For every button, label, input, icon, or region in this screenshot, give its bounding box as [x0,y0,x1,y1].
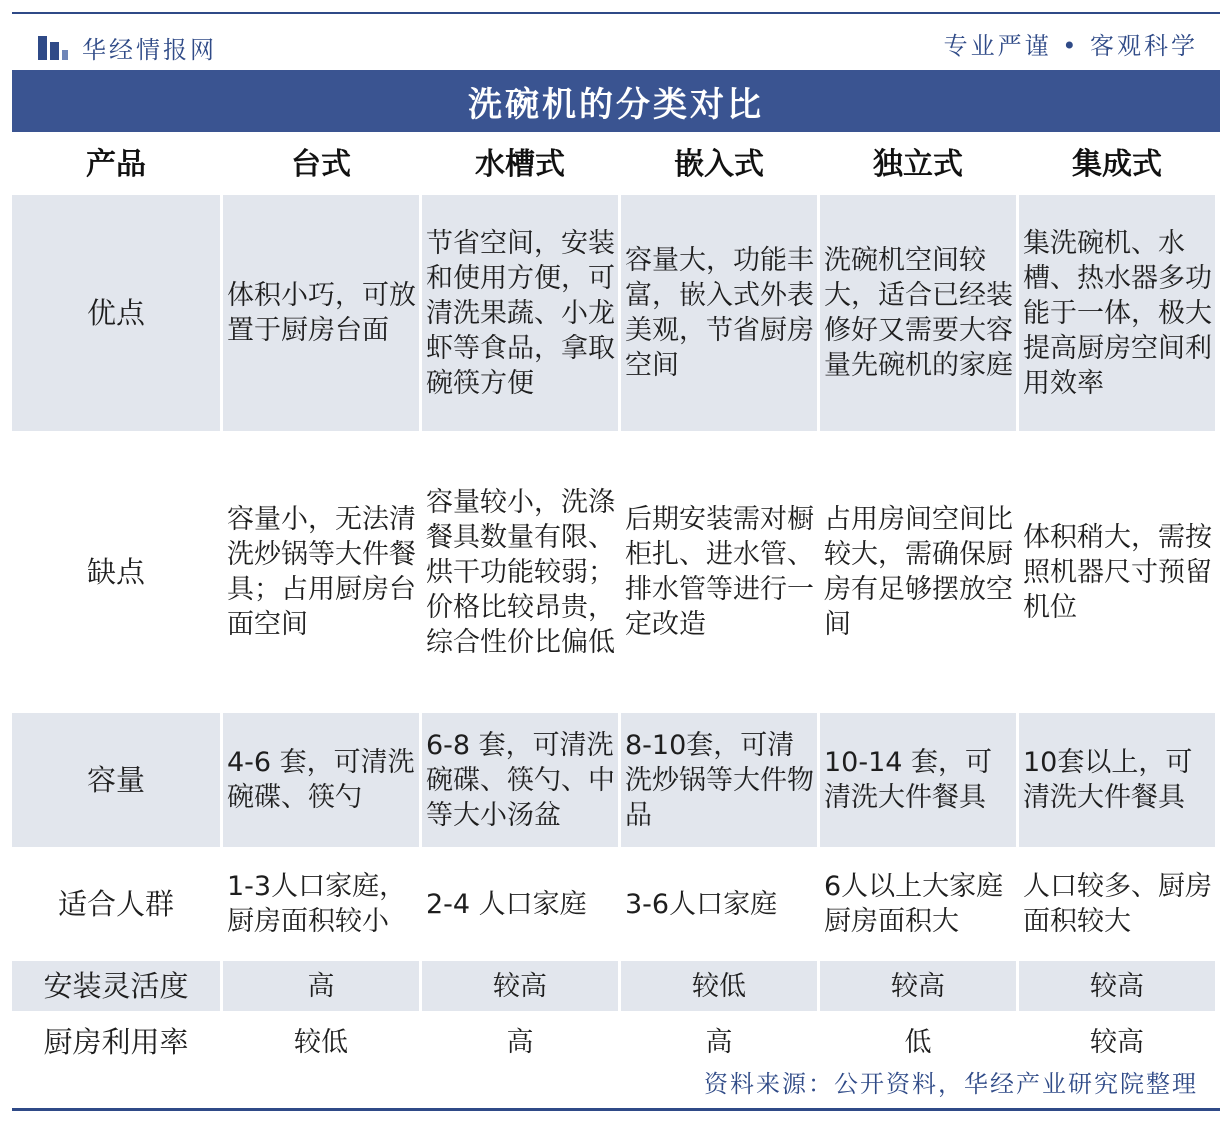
table-cell: 3-6人口家庭 [625,888,778,920]
table-cell: 10套以上，可清洗大件餐具 [1019,713,1215,847]
table-cell: 人口较多、厨房面积较大 [1023,871,1212,937]
table-cell: 较高 [1019,961,1215,1011]
table-cell: 占用房间空间比较大，需确保厨房有足够摆放空间 [824,504,1013,640]
table-cell: 容量较小，洗涤餐具数量有限、烘干功能较弱；价格比较昂贵，综合性价比偏低 [426,486,615,658]
table-cell: 2-4 人口家庭 [426,888,587,920]
table-cell: 1-3人口家庭，厨房面积较小 [227,871,407,937]
header-integrated: 集成式 [1072,146,1162,182]
header-freestanding: 独立式 [873,146,963,182]
row-label-disadvantages: 缺点 [86,554,145,589]
row-label-capacity: 容量 [12,713,220,847]
page-title: 洗碗机的分类对比 [12,70,1220,132]
table-cell: 高 [506,1026,534,1058]
table-cell: 较高 [1090,1026,1144,1058]
table-cell: 体积小巧，可放置于厨房台面 [223,195,419,431]
table-cell: 6-8 套，可清洗碗碟、筷勺、中等大小汤盆 [422,713,618,847]
table-cell: 10-14 套，可清洗大件餐具 [820,713,1016,847]
table-cell: 6人以上大家庭厨房面积大 [824,871,1004,937]
logo [38,30,217,65]
table-cell: 体积稍大，需按照机器尺寸预留机位 [1023,521,1212,623]
table-cell: 洗碗机空间较大，适合已经装修好又需要大容量先碗机的家庭 [820,195,1016,431]
table-cell: 容量小，无法清洗炒锅等大件餐具；占用厨房台面空间 [227,504,416,640]
table-cell: 集洗碗机、水槽、热水器多功能于一体，极大提高厨房空间利用效率 [1019,195,1215,431]
table-cell: 高 [223,961,419,1011]
table-cell: 较低 [621,961,817,1011]
table-cell: 8-10套，可清洗炒锅等大件物品 [621,713,817,847]
table-cell: 4-6 套，可清洗碗碟、筷勺 [223,713,419,847]
page-header [12,14,1220,68]
source-note: 资料来源：公开资料，华经产业研究院整理 [704,1070,1198,1098]
table-cell: 较高 [422,961,618,1011]
row-label-target-users: 适合人群 [57,886,174,921]
table-cell: 较低 [294,1026,348,1058]
header-product: 产品 [86,146,146,182]
bottom-rule [12,1108,1220,1111]
bar-chart-logo-icon [38,36,68,60]
header-countertop: 台式 [291,146,351,182]
table-cell: 节省空间，安装和使用方便，可清洗果蔬、小龙虾等食品，拿取碗筷方便 [422,195,618,431]
header-sink: 水槽式 [475,146,565,182]
table-cell: 后期安装需对橱柜扎、进水管、排水管等进行一定改造 [625,504,814,640]
row-label-advantages: 优点 [12,195,220,431]
slogan: 专业严谨 • 客观科学 [943,32,1198,60]
table-cell: 较高 [820,961,1016,1011]
table-cell: 容量大，功能丰富，嵌入式外表美观，节省厨房空间 [621,195,817,431]
header-built-in: 嵌入式 [674,146,764,182]
row-label-kitchen-utilization: 厨房利用率 [43,1024,189,1059]
table-cell: 低 [904,1026,932,1058]
comparison-table [12,136,1218,1070]
row-label-install-flexibility: 安装灵活度 [12,961,220,1011]
table-cell: 高 [705,1026,733,1058]
logo-text: 华经情报网 [82,36,217,64]
